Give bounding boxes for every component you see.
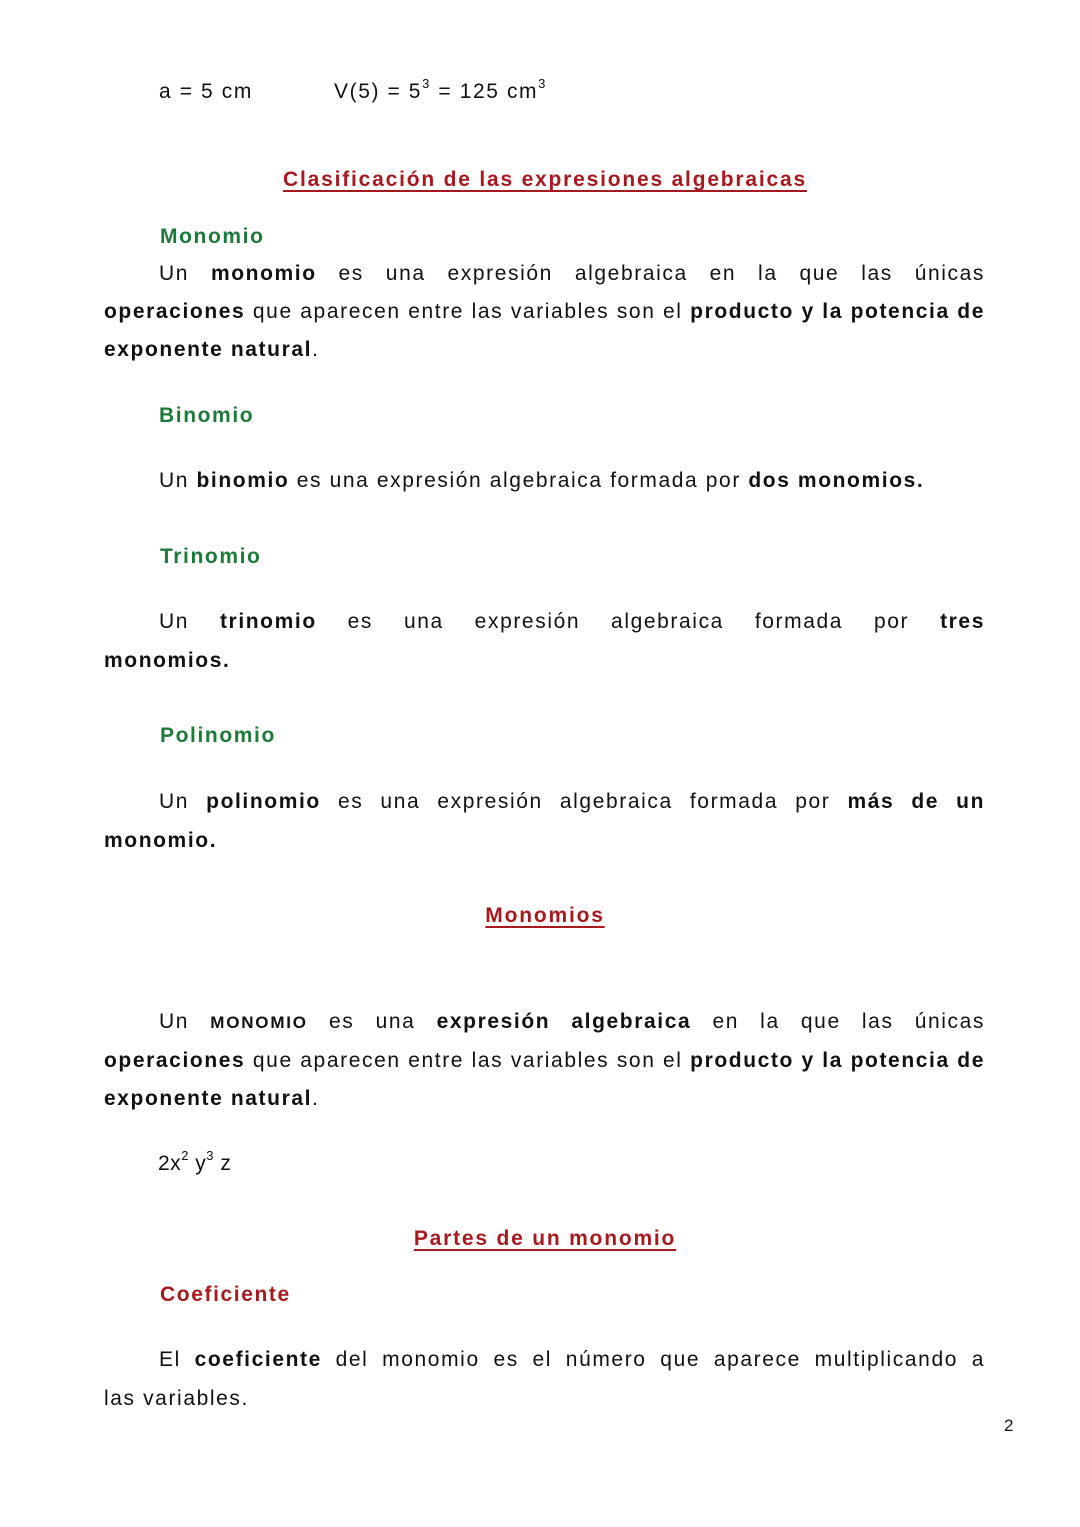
volume-exponent: 3 [422,76,431,91]
partes-monomio-title: Partes de un monomio [413,1227,677,1250]
monomios-definition: Un MONOMIO es una expresión algebraica en la que las únicas operaciones que aparecen entre las variables son el producto y la potencia de exponente natural. [104,1010,986,1110]
monomio-example: $2x^2$ $y^3$ z [158,1148,232,1175]
volume-lhs: V(5) = 5 [334,80,423,103]
volume-result: = 125 cm [430,80,539,103]
coeficiente-definition-line1: El coeficiente del monomio es el número que aparece multiplicando a [159,1348,986,1371]
coeficiente-definition-line2: las variables. [104,1387,249,1410]
polinomio-heading: Polinomio [160,724,276,747]
polinomio-definition-line2: monomio. [104,829,218,852]
classification-title: Clasificación de las expresiones algebraicas [283,168,807,191]
trinomio-heading: Trinomio [160,545,262,568]
monomios-title: Monomios [485,904,605,927]
trinomio-definition-line1: Un trinomio es una expresión algebraica formada por tres [159,610,985,633]
coeficiente-heading: Coeficiente [160,1283,291,1306]
volume-unit-exponent: 3 [538,76,547,91]
binomio-heading: Binomio [159,404,255,427]
example-side-length [159,79,253,105]
polinomio-definition-line1: Un polinomio es una expresión algebraica formada por más de un [159,790,986,813]
monomio-heading: Monomio [160,225,265,248]
trinomio-definition-line2: monomios. [104,649,231,672]
side-length-text: a = 5 cm [159,80,253,103]
binomio-definition: Un binomio es una expresión algebraica formada por dos monomios. [159,469,925,492]
page-number: 2 [1004,1416,1014,1435]
monomio-definition: Un monomio es una expresión algebraica en la que las únicas operaciones que aparecen entre las variables son el producto y la potencia de exponente natural. [104,262,986,361]
example-volume [334,76,547,105]
